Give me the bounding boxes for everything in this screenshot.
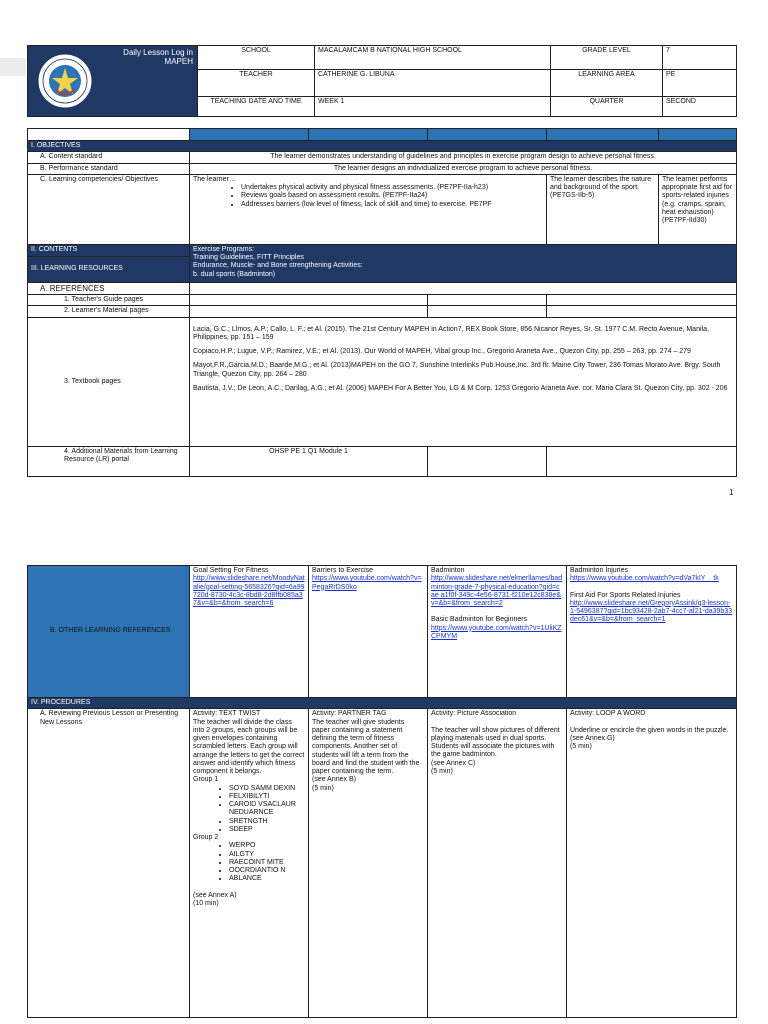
lesson-table-page1: [27, 128, 737, 477]
date-value: WEEK 1: [315, 96, 551, 116]
header-table: [27, 45, 737, 117]
blank-head-cell: [28, 129, 190, 141]
grade-label: GRADE LEVEL: [551, 46, 663, 70]
content-standard-value: The learner demonstrates understanding of guidelines and principles in exercise program design to achieve personal fitness.: [190, 152, 737, 163]
textbook-pages-label: 3. Textbook pages: [28, 317, 190, 446]
scrambled-word: • SRETNGTH: [229, 818, 305, 826]
teachers-guide-label: 1. Teacher's Guide pages: [28, 295, 190, 306]
quarter-value: SECOND: [663, 96, 737, 116]
review-lesson-label: A. Reviewing Previous Lesson or Presenting New Lessons: [28, 709, 190, 1018]
date-label: TEACHING DATE AND TIME: [198, 96, 315, 116]
textbook-ref: Lacia, G.C.; Llmos, A.P.; Callo, L. F.; et Al. (2015). The 21st Century MAPEH in Action7, REX Book Store, 856 Nicanor Reyes, Sr. St. 1977 C.M. Recto Avenue, Manila, Philippines, pp. 151 – 159: [193, 325, 709, 341]
basic-badminton-link[interactable]: https://www.youtube.com/watch?v=1UliKZCPMYM: [431, 624, 562, 640]
goal-setting-link[interactable]: http://www.slideshare.net/MoodyNatalie/goal-setting-5658326?qid=6a99720d-8730-4c3c-8bd8-2d8ffb085a37&v=&b=&from_search=6: [193, 575, 305, 607]
contents-heading: II. CONTENTS: [28, 244, 190, 256]
barriers-link[interactable]: https://www.youtube.com/watch?v=PegaRrDS0ko: [312, 575, 422, 591]
competency-item: • Reviews goals based on assessment results. (PE7PF-IIa24): [241, 192, 543, 200]
textbook-references: [190, 317, 737, 446]
textbook-ref: Bautista, J.V.; De Leon, A.C.; Darilag, A.G.; et Al. (2006) MAPEH For A Better You, LG & M Corp. 1253 Gregorio Araneta Ave. cor. Maria Clara St. Quezon City, pp. 302 - 206: [193, 384, 728, 392]
competencies-intro: The learner…: [193, 175, 236, 183]
references-label: A. REFERENCES: [28, 282, 190, 294]
textbook-ref: Mayot,F.R.,Garcia,M.D.; Baarde,M.G.; et Al. (2013)MAPEH on the GO 7, Sunshine Interlinks Pub.House,Inc. 3rd flr. Maine City Tower, 236 Tomas Morato Ave. Brgy. South Triangle, Quezon City, pp. 264 – 280: [193, 362, 721, 378]
area-label: LEARNING AREA: [551, 70, 663, 96]
other-references-label: B. OTHER LEARNING REFERENCES: [28, 566, 190, 698]
competency-item: • Undertakes physical activity and physical fitness assessments. (PE7PF-IIa-h23): [241, 184, 543, 192]
header-title: Daily Lesson Log in MAPEH: [123, 48, 193, 67]
competency-sport-nature: The learner describes the nature and background of the sport. (PE7GS-IIb-5): [547, 174, 659, 244]
additional-materials-value: OHSP PE 1 Q1 Module 1: [190, 446, 428, 476]
scrambled-word: • WERPO: [229, 842, 305, 850]
objectives-heading: I. OBJECTIVES: [28, 141, 737, 152]
other-ref-barriers: Barriers to Exercise https://www.youtube.com/watch?v=PegaRrDS0ko: [309, 566, 428, 698]
activity-picture-association: Activity: Picture Association The teacher will show pictures of different playing materials used in dual sports. Students will associate the pictures with the game badminton. (see Annex C) (5 min): [428, 709, 567, 1018]
other-ref-injuries: Badminton Injuries https://www.youtube.com/watch?v=dVa7kIY__tk First Aid For Sports Related Injuries http://www.slideshare.net/GregoryAssink/q3-lesson-1-5496387?qid=1bc93428-2ab7-4cc7-af21-da39b33dec61&v=&b=&from_search=1: [567, 566, 737, 698]
page-number: 1: [729, 488, 734, 497]
performance-standard-value: The learner designs an individualized exercise program to achieve personal fitness.: [190, 163, 737, 174]
quarter-label: QUARTER: [551, 96, 663, 116]
badminton-link[interactable]: http://www.slideshare.net/elmerllames/badminton-grade-7-physical-education?qid=cae a1f0f-349c-4e56-8731-f210e12c838e&v=&b=&from_search=2: [431, 575, 563, 607]
page-edge-tab: [0, 58, 26, 76]
scrambled-word: • SDEEP: [229, 826, 305, 834]
scrambled-word: • ABLANCE: [229, 875, 305, 883]
learners-material-label: 2. Learner's Material pages: [28, 306, 190, 317]
first-aid-link[interactable]: http://www.slideshare.net/GregoryAssink/q3-lesson-1-5496387?qid=1bc93428-2ab7-4cc7-af21-da39b33dec61&v=&b=&from_search=1: [570, 599, 733, 624]
scrambled-word: • FELXIBILYTI: [229, 793, 305, 801]
competencies-list-cell: [190, 174, 547, 244]
contents-value: Exercise Programs: Training Guidelines, FITT Principles Endurance, Muscle- and Bone strengthening Activities: b. dual sports (Badminton): [190, 244, 737, 282]
grade-value: 7: [663, 46, 737, 70]
activity-text-twist: Activity: TEXT TWIST The teacher will divide the class into 2 groups, each groups will be given envelopes containing scrambled letters. Each group will arrange the letters to get the correct answer and identify which fitness component it belongs. Group 1 • SOYD SAMM DEXIN • FELXIBILYTI • CAROID VSACLAUR NEDUARNCE • SRETNGTH • SDEEP Group 2 • WERPO • AILGTY • RAECOINT MITE • OOCRDIANTIO N • ABLANCE (see Annex A) (10 min): [190, 709, 309, 1018]
deped-seal-icon: [36, 52, 94, 110]
scrambled-word: • AILGTY: [229, 851, 305, 859]
textbook-ref: Copiaco,H.P.; Lugue, V.P.; Ramirez, V.E.; et Al. (2013). Our World of MAPEH, Vibal group Inc., Gregorio Araneta Ave., Quezon City, pp. 255 – 263, pp. 274 – 279: [193, 348, 691, 356]
competencies-label: C. Learning competencies/ Objectives: [28, 174, 190, 244]
badminton-injuries-link[interactable]: https://www.youtube.com/watch?v=dVa7kIY__tk: [570, 575, 719, 583]
competency-first-aid: The learner performs appropriate first aid for sports-related injuries (e.g. cramps, sprain, heat exhaustion) (PE7PF-IId30): [659, 174, 737, 244]
performance-standard-label: B. Performance standard: [28, 163, 190, 174]
competency-item: • Addresses barriers (low level of fitness, lack of skill and time) to exercise. PE7PF: [241, 201, 543, 209]
lesson-table-page2: [27, 565, 737, 1018]
content-standard-label: A. Content standard: [28, 152, 190, 163]
teacher-label: TEACHER: [198, 70, 315, 96]
other-ref-badminton: Badminton http://www.slideshare.net/elmerllames/badminton-grade-7-physical-education?qid=cae a1f0f-349c-4e56-8731-f210e12c838e&v=&b=&from_search=2 Basic Badminton for Beginners https://www.youtube.com/watch?v=1UliKZCPMYM: [428, 566, 567, 698]
area-value: PE: [663, 70, 737, 96]
scrambled-word: • CAROID VSACLAUR NEDUARNCE: [229, 801, 305, 818]
scrambled-word: • OOCRDIANTIO N: [229, 867, 305, 875]
activity-loop-a-word: Activity: LOOP A WORD Underline or encircle the given words in the puzzle. (see Annex G) (5 min): [567, 709, 737, 1018]
activity-partner-tag: Activity: PARTNER TAG The teacher will give students paper containing a statement defining the term of fitness components. Another set of students will lift a term from the board and find the student with the paper containing the term. (see Annex B) (5 min): [309, 709, 428, 1018]
school-value: MACALAMCAM B NATIONAL HIGH SCHOOL: [315, 46, 551, 70]
teacher-value: CATHERINE G. LIBUNA: [315, 70, 551, 96]
resources-heading: III. LEARNING RESOURCES: [28, 256, 190, 282]
other-ref-goal-setting: Goal Setting For Fitness http://www.slideshare.net/MoodyNatalie/goal-setting-5658326?qid=6a99720d-8730-4c3c-8bd8-2d8ffb085a37&v=&b=&from_search=6: [190, 566, 309, 698]
header-logo-cell: [28, 46, 198, 117]
school-label: SCHOOL: [198, 46, 315, 70]
procedures-heading: IV. PROCEDURES: [28, 698, 737, 709]
scrambled-word: • SOYD SAMM DEXIN: [229, 785, 305, 793]
additional-materials-label: 4. Additional Materials from Learning Resource (LR) portal: [28, 446, 190, 476]
scrambled-word: • RAECOINT MITE: [229, 859, 305, 867]
